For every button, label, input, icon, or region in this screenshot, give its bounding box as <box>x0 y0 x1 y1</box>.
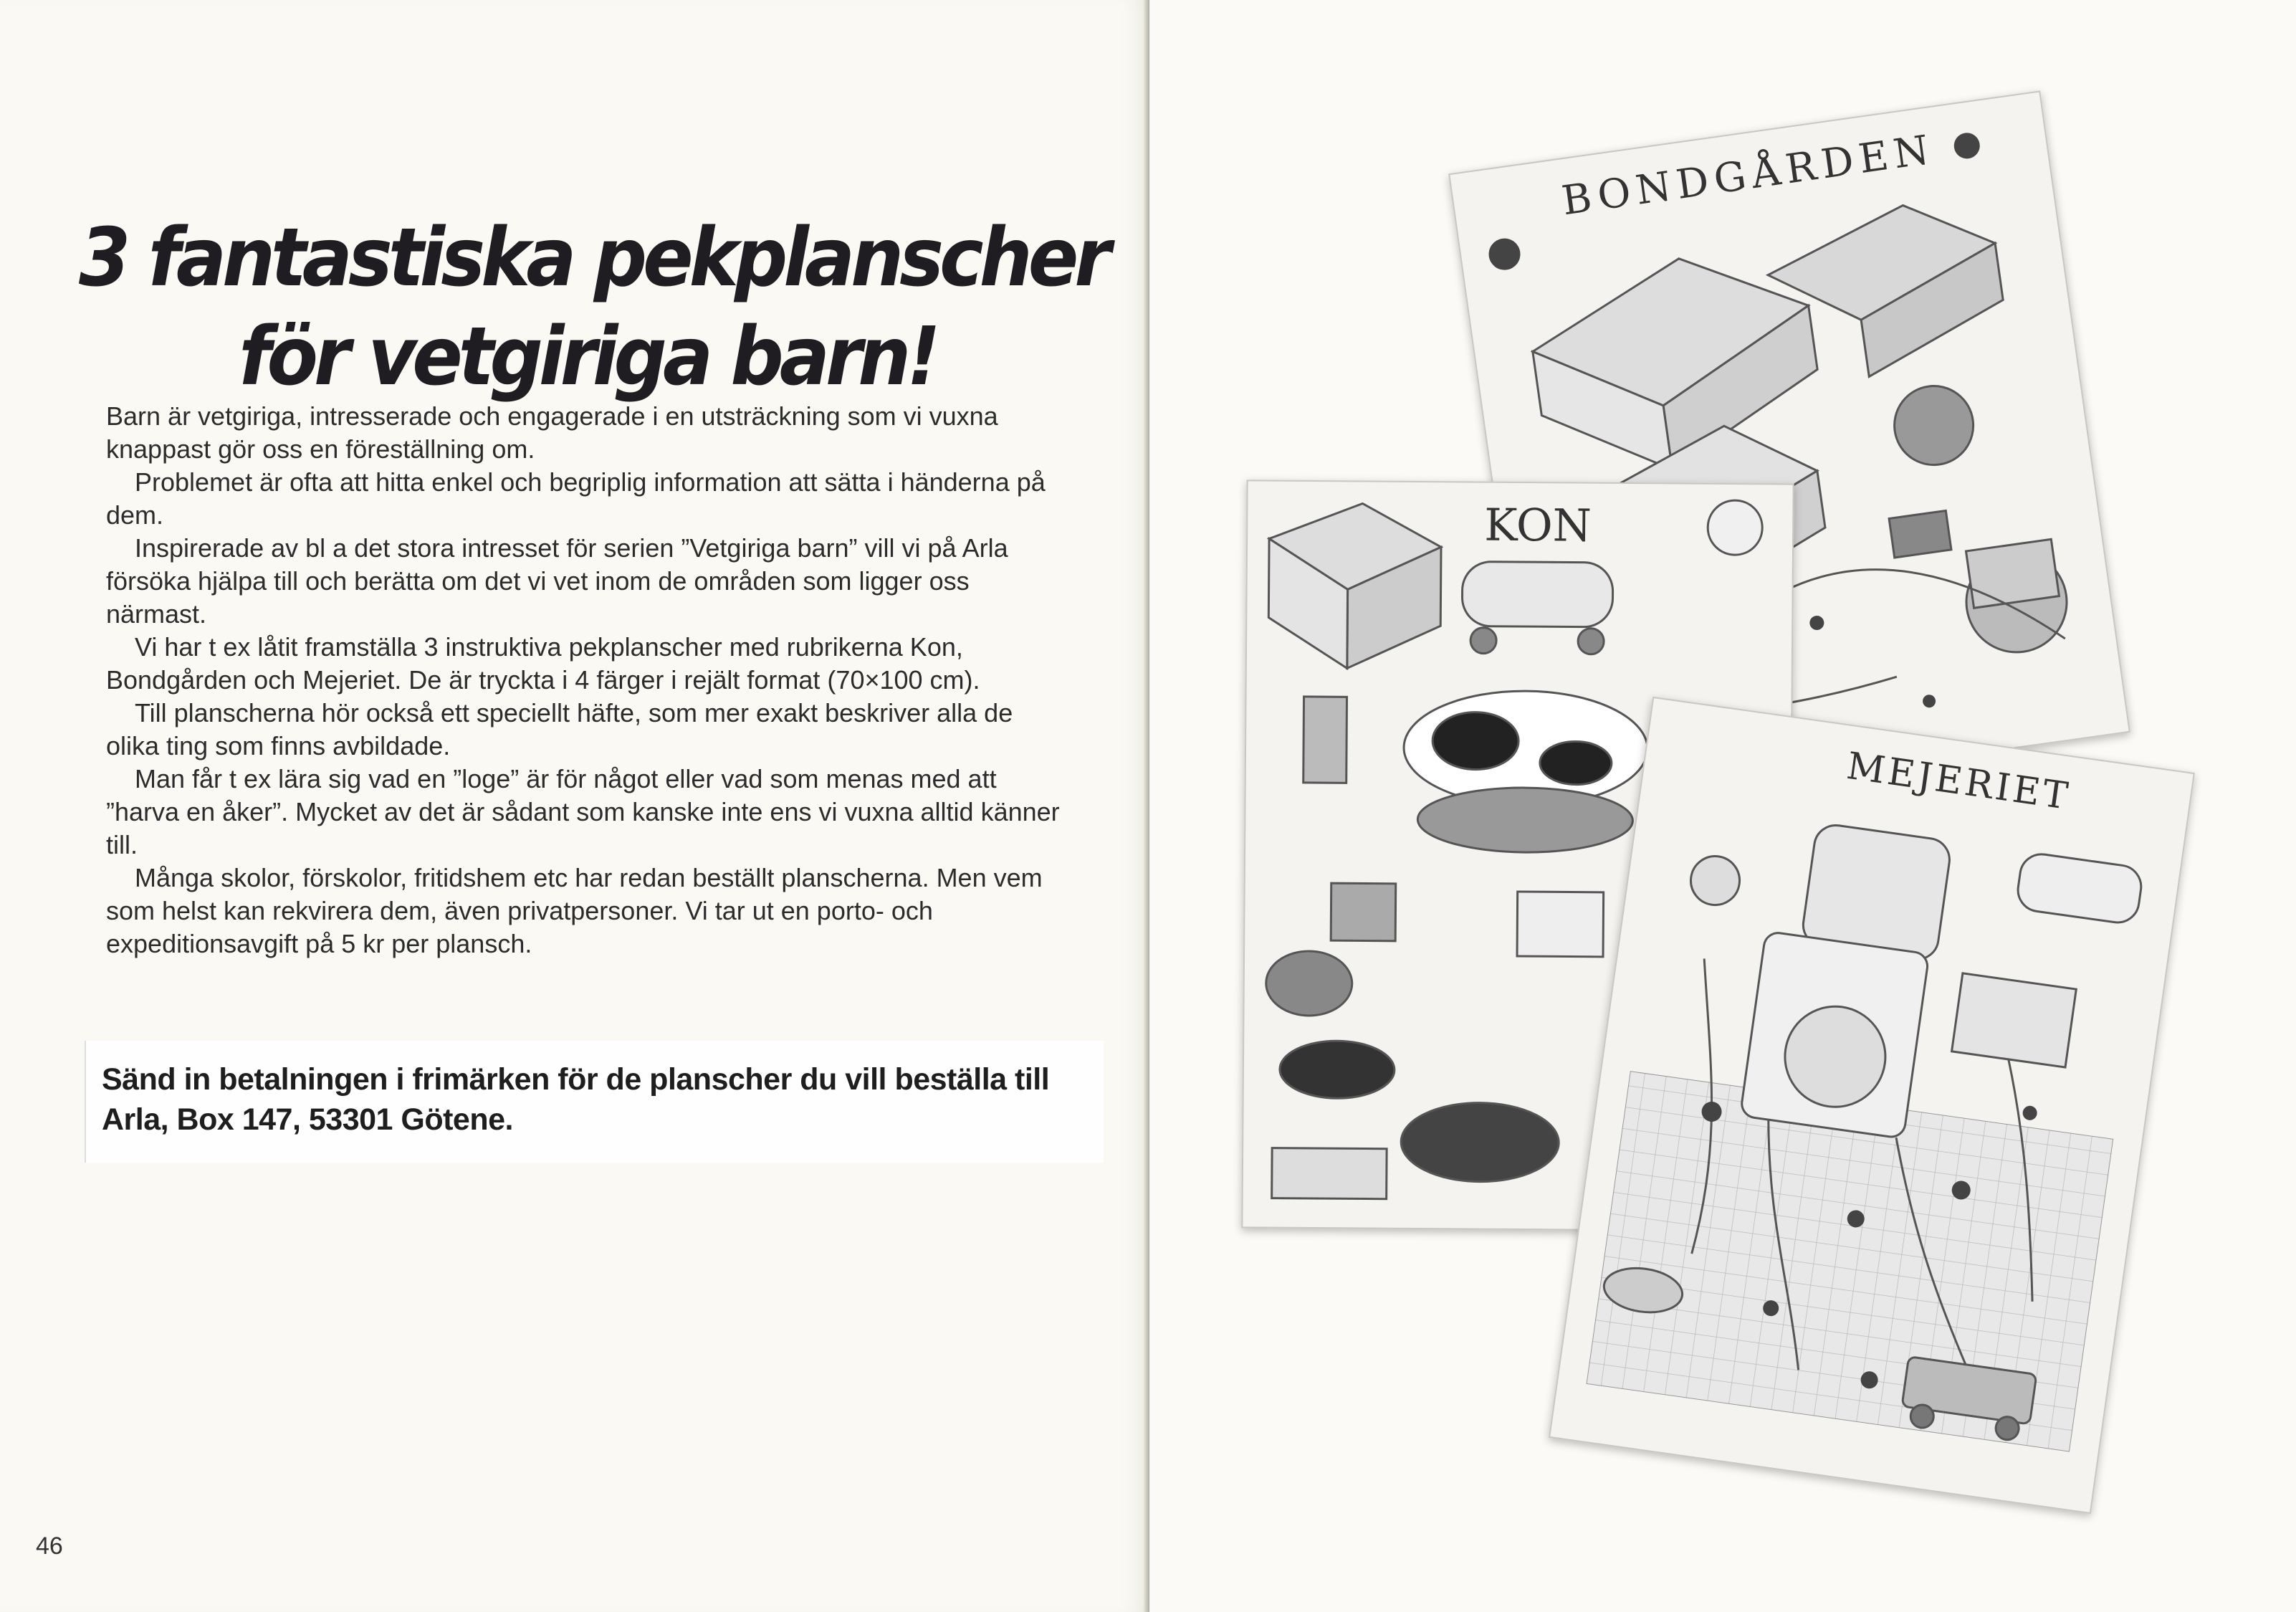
poster-mejeriet <box>1549 697 2195 1514</box>
paragraph: Inspirerade av bl a det stora intresset för serien ”Vetgiriga barn” vill vi på Arla försöka hjälpa till och berätta om det vi vet inom de områden som ligger oss närmast. <box>106 533 1008 629</box>
poster-mejeriet-illustration <box>1550 698 2193 1512</box>
paragraph: Barn är vetgiriga, intresserade och engagerade i en utsträckning som vi vuxna knappast gör oss en föreställning om. <box>106 401 998 464</box>
paragraph: Problemet är ofta att hitta enkel och begriplig information att sätta i händerna på dem. <box>106 467 1046 530</box>
headline <box>79 208 1107 406</box>
poster-bondgarden-title: BONDGÅRDEN <box>1559 126 1938 225</box>
paragraph: Man får t ex lära sig vad en ”loge” är för något eller vad som menas med att ”harva en åker”. Mycket av det är sådant som kanske inte ens vi vuxna alltid känner till. <box>106 764 1060 859</box>
headline-line-1: 3 fantastiska pekplanscher <box>79 210 1107 305</box>
headline-line-2: för vetgiriga barn! <box>239 309 937 404</box>
page-number: 46 <box>36 1532 63 1560</box>
poster-mejeriet-title: MEJERIET <box>1844 744 2074 819</box>
order-text: Sänd in betalningen i frimärken för de planscher du vill beställa till Arla, Box 147, 53301 Götene. <box>102 1062 1050 1137</box>
paragraph: Till planscherna hör också ett speciellt häfte, som mer exakt beskriver alla de olika ting som finns avbildade. <box>106 698 1013 760</box>
poster-kon-title: KON <box>1483 498 1592 552</box>
order-box <box>85 1041 1104 1163</box>
paragraph: Vi har t ex låtit framställa 3 instruktiva pekplanscher med rubrikerna Kon, Bondgården och Mejeriet. De är tryckta i 4 färger i rejält format (70×100 cm). <box>106 632 980 695</box>
paragraph: Många skolor, förskolor, fritidshem etc har redan beställt planscherna. Men vem som helst kan rekvirera dem, även privatpersoner. Vi tar ut en porto- och expeditionsavgift på 5 kr per plansch. <box>106 863 1043 958</box>
body-text <box>106 400 1066 960</box>
